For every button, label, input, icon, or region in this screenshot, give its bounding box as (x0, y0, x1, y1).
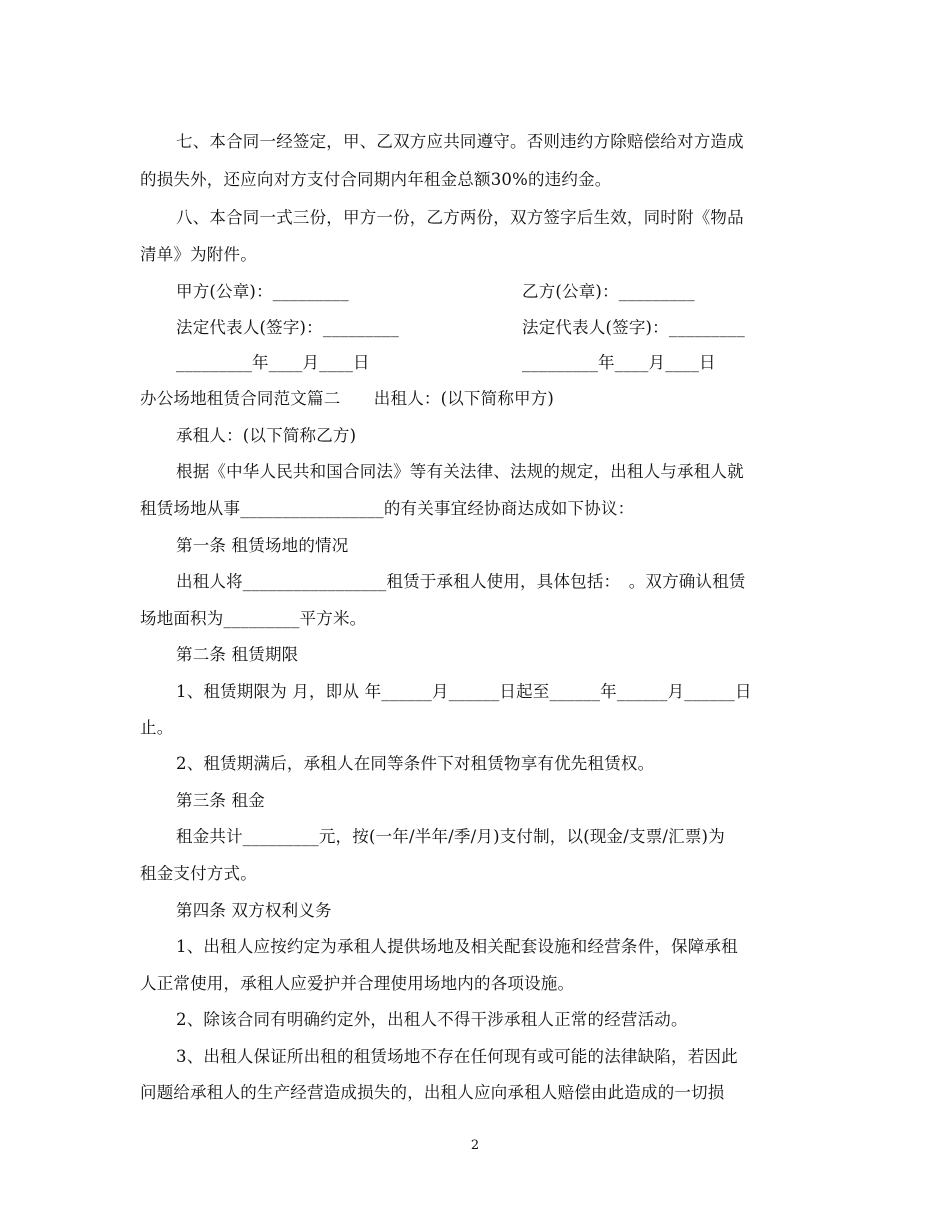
paragraph-line: 八、本合同一式三份，甲方一份，乙方两份，双方签字后生效，同时附《物品 (176, 208, 744, 227)
paragraph-line: 租赁场地从事_________________的有关事宜经协商达成如下协议： (140, 499, 635, 518)
paragraph-line: 承租人：(以下简称乙方) (176, 426, 357, 445)
paragraph-line: 1、租赁期限为 月，即从 年______月______日起至______年______月______日 (176, 682, 752, 701)
paragraph-line: 七、本合同一经签定，甲、乙双方应共同遵守。否则违约方除赔偿给对方造成 (176, 132, 744, 151)
paragraph-line: 问题给承租人的生产经营造成损失的，出租人应向承租人赔偿由此造成的一切损 (140, 1083, 725, 1102)
paragraph-line: 的损失外，还应向对方支付合同期内年租金总额30%的违约金。 (140, 170, 612, 189)
paragraph-line: 租金共计_________元，按(一年/半年/季/月)支付制，以(现金/支票/汇票)为 (176, 827, 725, 846)
signature-date-a: _________年____月____日 (176, 353, 370, 372)
paragraph-line: 根据《中华人民共和国合同法》等有关法律、法规的规定，出租人与承租人就 (176, 462, 744, 481)
paragraph-line: 场地面积为_________平方米。 (140, 609, 367, 628)
paragraph-line: 2、除该合同有明确约定外，出租人不得干涉承租人正常的经营活动。 (176, 1010, 688, 1029)
article-heading: 第一条 租赁场地的情况 (176, 536, 349, 555)
signature-rep-a: 法定代表人(签字)：_________ (176, 318, 399, 337)
signature-date-b: _________年____月____日 (522, 353, 716, 372)
paragraph-line: 3、出租人保证所出租的租赁场地不存在任何现有或可能的法律缺陷，若因此 (176, 1047, 738, 1066)
article-heading: 第四条 双方权利义务 (176, 901, 332, 920)
paragraph-line: 租金支付方式。 (140, 864, 257, 883)
paragraph-line: 止。 (140, 718, 174, 737)
paragraph-line: 1、出租人应按约定为承租人提供场地及相关配套设施和经营条件，保障承租 (176, 937, 738, 956)
page-number: 2 (470, 1138, 480, 1153)
article-heading: 第二条 租赁期限 (176, 645, 299, 664)
paragraph-line: 2、租赁期满后，承租人在同等条件下对租赁物享有优先租赁权。 (176, 754, 655, 773)
paragraph-line: 人正常使用，承租人应爱护并合理使用场地内的各项设施。 (140, 974, 575, 993)
paragraph-line: 出租人将_________________租赁于承租人使用，具体包括： 。双方确认租赁 (176, 572, 746, 591)
signature-rep-b: 法定代表人(签字)：_________ (522, 318, 745, 337)
signature-party-b: 乙方(公章)：_________ (522, 282, 695, 301)
section-heading: 办公场地租赁合同范文篇二 出租人：(以下简称甲方) (140, 389, 555, 408)
paragraph-line: 清单》为附件。 (140, 245, 257, 264)
signature-party-a: 甲方(公章)：_________ (176, 282, 349, 301)
article-heading: 第三条 租金 (176, 791, 265, 810)
